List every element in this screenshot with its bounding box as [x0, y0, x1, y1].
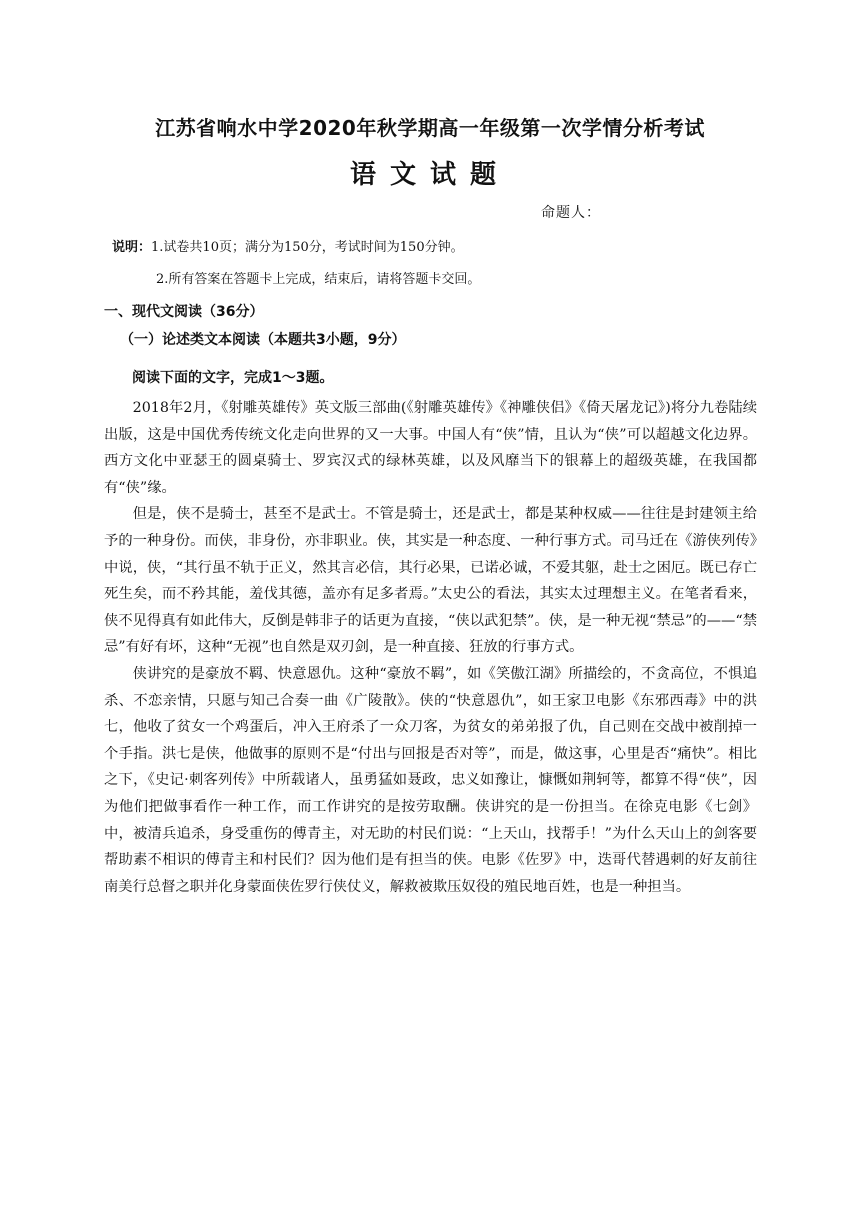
author-label: 命题人： [541, 205, 601, 221]
instructions-line-1 [112, 236, 464, 255]
instructions-line-2: 2.所有答案在答题卡上完成，结束后，请将答题卡交回。 [156, 272, 481, 287]
passage-paragraph-2: 但是，侠不是骑士，甚至不是武士。不管是骑士，还是武士，都是某种权威——往往是封建领主给予的一种身份。而侠，非身份，亦非职业。侠，其实是一种态度、一种行事方式。司马迁在《游侠列传》中说，侠，“其行虽不轨于正义，然其言必信，其行必果，已诺必诚，不爱其躯，赴士之困厄。既已存亡死生矣，而不矜其能，羞伐其德，盖亦有足多者焉。”太史公的看法，其实太过理想主义。在笔者看来，侠不见得真有如此伟大，反倒是韩非子的话更为直接，“侠以武犯禁”。侠，是一种无视“禁忌”的——“禁忌”有好有坏，这种“无视”也自然是双刃剑，是一种直接、狂放的行事方式。 [104, 506, 757, 656]
instructions-label: 说明： [112, 240, 152, 255]
subsection-heading: （一）论述类文本阅读（本题共3小题，9分） [120, 332, 406, 348]
instructions-text-1: 1.试卷共10页；满分为150分，考试时间为150分钟。 [151, 240, 464, 255]
reading-passage [104, 395, 757, 900]
section-heading: 一、现代文阅读（36分） [104, 304, 264, 320]
passage-paragraph-3: 侠讲究的是豪放不羁、快意恩仇。这种“豪放不羁”，如《笑傲江湖》所描绘的，不贪高位，不惧追杀、不恋亲情，只愿与知己合奏一曲《广陵散》。侠的“快意恩仇”，如王家卫电影《东邪西毒》中的洪七，他收了贫女一个鸡蛋后，冲入王府杀了一众刀客，为贫女的弟弟报了仇，自己则在交战中被削掉一个手指。洪七是侠，他做事的原则不是“付出与回报是否对等”，而是，做这事，心里是否“痛快”。相比之下，《史记·刺客列传》中所载诸人，虽勇猛如聂政，忠义如豫让，慷慨如荆轲等，都算不得“侠”，因为他们把做事看作一种工作，而工作讲究的是按劳取酬。侠讲究的是一份担当。在徐克电影《七剑》中，被清兵追杀，身受重伤的傅青主，对无助的村民们说：“上天山，找帮手！”为什么天山上的剑客要帮助素不相识的傅青主和村民们？因为他们是有担当的侠。电影《佐罗》中，迭哥代替遇刺的好友前往南美行总督之职并化身蒙面侠佐罗行侠仗义，解救被欺压奴役的殖民地百姓，也是一种担当。 [104, 665, 757, 895]
exam-title: 江苏省响水中学2020年秋学期高一年级第一次学情分析考试 [155, 116, 705, 140]
exam-subject-title: 语文试题 [349, 160, 510, 190]
passage-paragraph-1: 2018年2月，《射雕英雄传》英文版三部曲(《射雕英雄传》《神雕侠侣》《倚天屠龙记》)将分九卷陆续出版，这是中国优秀传统文化走向世界的又一大事。中国人有“侠”情，且认为“侠”可以超越文化边界。西方文化中亚瑟王的圆桌骑士、罗宾汉式的绿林英雄，以及风靡当下的银幕上的超级英雄，在我国都有“侠”缘。 [104, 400, 757, 496]
reading-instruction: 阅读下面的文字，完成1～3题。 [132, 370, 334, 386]
